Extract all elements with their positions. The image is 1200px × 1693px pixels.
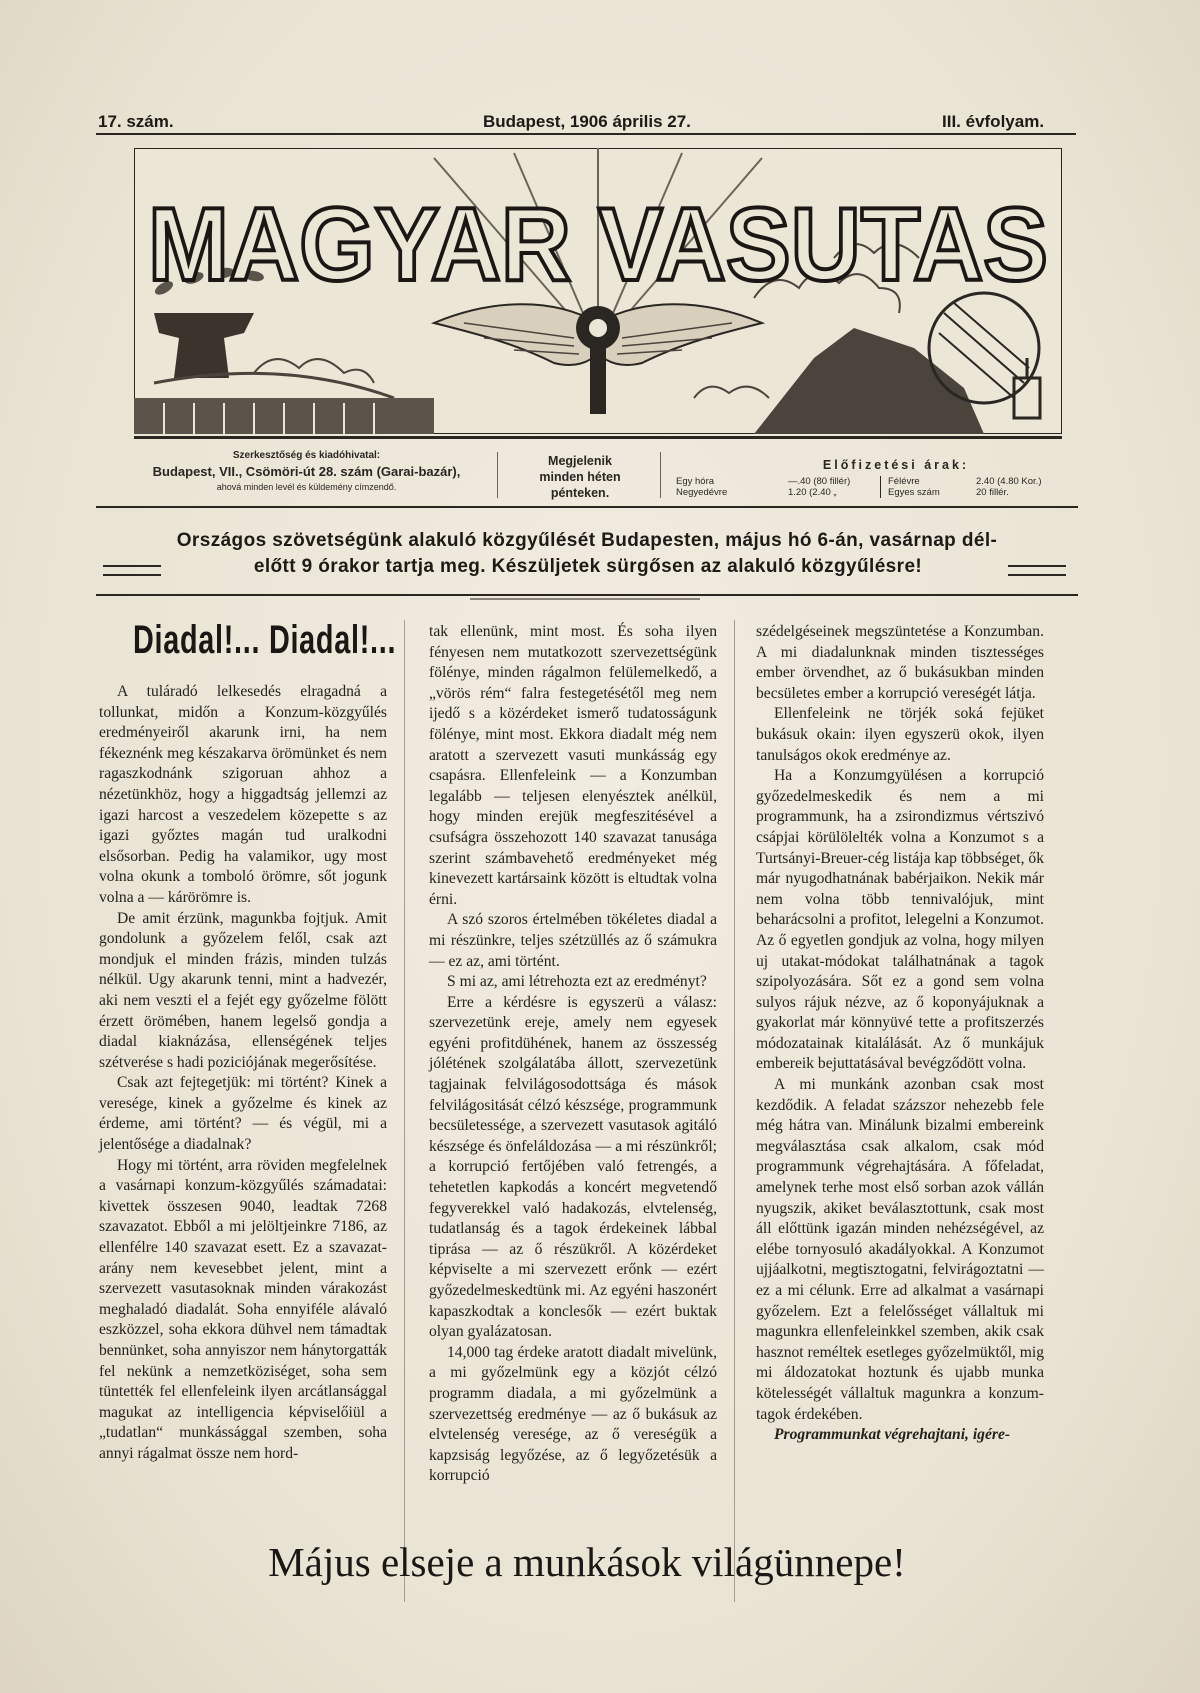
info-rule [96, 506, 1078, 508]
header-rule [96, 133, 1076, 135]
office-note: ahová minden levél és küldemény címzendő. [216, 482, 397, 492]
issue-number: 17. szám. [98, 112, 174, 131]
article-paragraph: Csak azt fejtegetjük: mi történt? Kinek a veresége, kinek a győzelme és kinek az érdeme, ami történt? — és végül, mi a jelentősége a diadalnak? [99, 1074, 387, 1154]
price-row-value: 20 fillér. [976, 487, 1009, 498]
office-label: Szerkesztőség és kiadóhivatal: [232, 450, 381, 461]
article-paragraph: szédelgéseinek megszüntetése a Konzumban. A mi diadalunknak minden tisztességes ember örvendhet, az ő bukásukban minden becsületes ember a korrupció vereségét látja. [756, 623, 1044, 702]
price-row-value: 2.40 (4.80 Kor.) [976, 476, 1042, 487]
column-divider [734, 620, 735, 1602]
article-column-2 [429, 622, 717, 1487]
appears-line-2: minden héten [539, 470, 621, 484]
article-paragraph: Ellenfeleink ne törjék soká fejüket bukásuk okain: ilyen egyszerü okok, ilyen tanulságos okok eredménye az. [756, 705, 1044, 764]
appears-line-1: Megjelenik [548, 454, 612, 468]
masthead-illustration [134, 148, 1062, 434]
announcement-line-2: előtt 9 órakor tartja meg. Készüljetek sürgősen az alakuló közgyűlésre! [253, 556, 923, 577]
masthead-title: MAGYAR VASUTAS [148, 187, 1048, 303]
article-title: Diadal!... Diadal!... [133, 618, 397, 662]
place-date: Budapest, 1906 április 27. [483, 112, 691, 131]
info-divider [497, 452, 498, 498]
price-row-value: 1.20 (2.40 „ [788, 487, 837, 498]
price-row-label: Negyedévre [676, 487, 728, 498]
double-rule-left [103, 565, 161, 576]
article-column-1 [99, 618, 397, 1465]
article-paragraph: A szó szoros értelmében tökéletes diadal a mi részünkre, teljes szétzüllés az ő számukra — ez az, ami történt. [429, 911, 717, 970]
price-row-label: Egy hóra [676, 476, 715, 487]
masthead [134, 148, 1062, 434]
announcement-line-1: Országos szövetségünk alakuló közgyűlését Budapesten, május hó 6-án, vasárnap dél- [176, 530, 998, 551]
price-row-value: —.40 (80 fillér) [788, 476, 851, 487]
article-paragraph: S mi az, ami létrehozta ezt az eredményt? [447, 973, 707, 991]
article-column-3 [756, 622, 1044, 1446]
office-address: Budapest, VII., Csömöri-út 28. szám (Garai-bazár), [152, 464, 461, 479]
column-divider [404, 620, 405, 1602]
volume-number: III. évfolyam. [942, 112, 1045, 131]
appears-info [515, 453, 645, 501]
price-row-label: Félévre [888, 476, 920, 487]
article-paragraph: A mi munkánk azonban csak most kezdődik. A feladat százszor nehezebb fele még hátra van. Minálunk bizalmi embereink megválasztása csak alkalom, csak mód programmunk végrehajtására. A főfeladat, amelynek terhe most első sorban azok vállán nyugszik, akiket beválasztottunk, csak most áll előttünk igazán minden nehézségével, az elébe tornyosuló akadályokkal. A Konzumot ujjáalkotni, megtisztogatni, felvirágoztatni — ez a mi célunk. Erre ad alkalmat a vasárnapi győzelem. Ezt a felelősséget vállaltuk mi magunkra ellenfeleinkkel szemben, akik csak hasznot reméltek esetleges győzelmüktől, mig mi áldozatokat hoztunk és ujabb munka kötelességét vállaltuk magunkra a konzum-tagok érdekében. [756, 1076, 1044, 1423]
article-rule-short [470, 598, 700, 600]
article-paragraph: Ha a Konzumgyülésen a korrupció győzedelmeskedik és nem a mi programmunk, ha a zsirondizmus vértszivó csápjai körülölelték volna a Konzumot s a Turtsányi-Breuer-cég listája kap többséget, ők már nyugodhatnának babérjaikon. Nekik már nem volna több tennivalójuk, mint beharácsolni a profitot, lelegelni a Konzumot. Az ő egyetlen gondjuk az volna, hogy milyen uj utakat-módokat találhatnának a tagok szipolyozására. Sőt ez a gond sem volna sulyos rájuk nézve, az ő koponyájuknak a gyakorlat már könnyüvé tette a profitszerzés módozatainak kitalálását. Az ő munkájuk embereik bejuttatásával bevégződött volna. [756, 767, 1044, 1073]
prices-title: Előfizetési árak: [822, 458, 970, 472]
prices-box [676, 458, 1066, 502]
article-paragraph: Hogy mi történt, arra röviden megfelelnek a vasárnapi konzum-közgyűlés számadatai: kivettek összesen 9040, leadtak 7268 szavazatot. Ebből a mi jelöltjeinkre 7186, az ellenfélre 140 szavazat esett. Ez a szavazat-arány nem kevesebbet jelent, mint a szervezett vasutasoknak minden várakozást meghaladó diadalát. Soha ennyiféle alávaló eszközzel, soha ekkora dühvel nem támadtak bennünket, soha annyiszor nem hánytorgatták fel nekünk a nemzetköziséget, soha sem tüntették fel ellenfeleink ilyen arcátlansággal magukat az intelligencia képviselőiül a „tudatlan“ munkássággal szemben, soha annyi rágalmat össze nem hord- [99, 1156, 387, 1462]
footer-slogan: Május elseje a munkások világünnepe! [268, 1539, 906, 1585]
info-divider [660, 452, 661, 498]
article-paragraph: 14,000 tag érdeke aratott diadalt mivelünk, a mi győzelmünk egy a közjót célzó programm diadala, a mi győzelmünk a szervezettség eredménye — az ő bukásuk az elvtelenség veresége, az ő vereségük a kapzsiság legyőzése, az ő legyőzetésük a korrupció [429, 1343, 717, 1485]
article-paragraph: Programmunkat végrehajtani, igére- [774, 1426, 1011, 1444]
article-paragraph: tak ellenünk, mint most. És soha ilyen fényesen nem mutatkozott szervezettségünk fölénye, minden rágalmon felülemelkedő, a „vörös rém“ falra festegetésétől meg nem ijedő s a közérdeket ismerő tudatosságunk fölénye, mint most. Ekkora diadalt még nem aratott a szervezett vasuti munkásság egy csapásra. Ellenfeleink — a Konzumban legalább — teljesen elenyésztek anélkül, hogy minden erejük megfeszitésével a csufságra összehozott 140 szavazat tanusága szerint számbavehető eredményeket még kinevezett kartársaink között is eltudtak volna érni. [429, 623, 717, 908]
article-paragraph: De amit érzünk, magunkba fojtjuk. Amit gondolunk a győzelem felől, csak azt mondjuk el minden frázis, minden tulzás nélkül. Ugy akarunk tenni, mint a hadvezér, aki nem veszti el a fejét egy győzelme fölött érzett örömében, hanem legelső gondja a diadal kiaknázása, ellenségének teljes szétverése s hadi poziciójának megerősítése. [99, 909, 387, 1071]
office-info [134, 450, 479, 492]
double-rule-right [1008, 565, 1066, 576]
masthead-rule [134, 436, 1062, 439]
price-divider [880, 476, 881, 498]
price-row-label: Egyes szám [888, 487, 940, 498]
article-rule [96, 594, 1078, 596]
article-paragraph: Erre a kérdésre is egyszerü a válasz: szervezetünk ereje, amely nem egyesek egyéni profitdühének, hanem az összesség jólétének szolgálatába állott, szervezetünk tagjainak felvilágosodottsága és mások felvilágositását célzó készsége, programmunk becsületessége, a szervezett vasutasok agitáló készsége és önfeláldozása — a mi részünkről; a korrupció fertőjében való fetrengés, a tehetetlen kapkodás a koncért megvetendő fegyverekkel való hadakozás, elvtelenség, tudatlanság és a tagok érdekeinek lábbal tiprása — az ő részükről. A közérdeket képviselte a mi szervezett erőnk — ezért győzedelmeskedtünk mi. Az egyéni haszonért kapaszkodtak a konclesők — ezért buktak olyan gyalázatosan. [429, 993, 717, 1341]
article-paragraph: A tuláradó lelkesedés elragadná a tollunkat, midőn a Konzum-közgyűlés eredményeiről akarunk irni, ha nem fékeznénk meg készakarva örömünket és nem ragaszkodnánk szigoruan ahhoz a nézetünkhöz, hogy a higgadtság jellemzi az igazi harcost a veszedelem közepette s az igazi győztes magán tud uralkodni elsősorban. Pedig ha valamikor, ugy most volna okunk a tomboló örömre, sőt jogunk volna a — kárörömre is. [99, 683, 387, 906]
appears-line-3: pénteken. [550, 486, 610, 500]
